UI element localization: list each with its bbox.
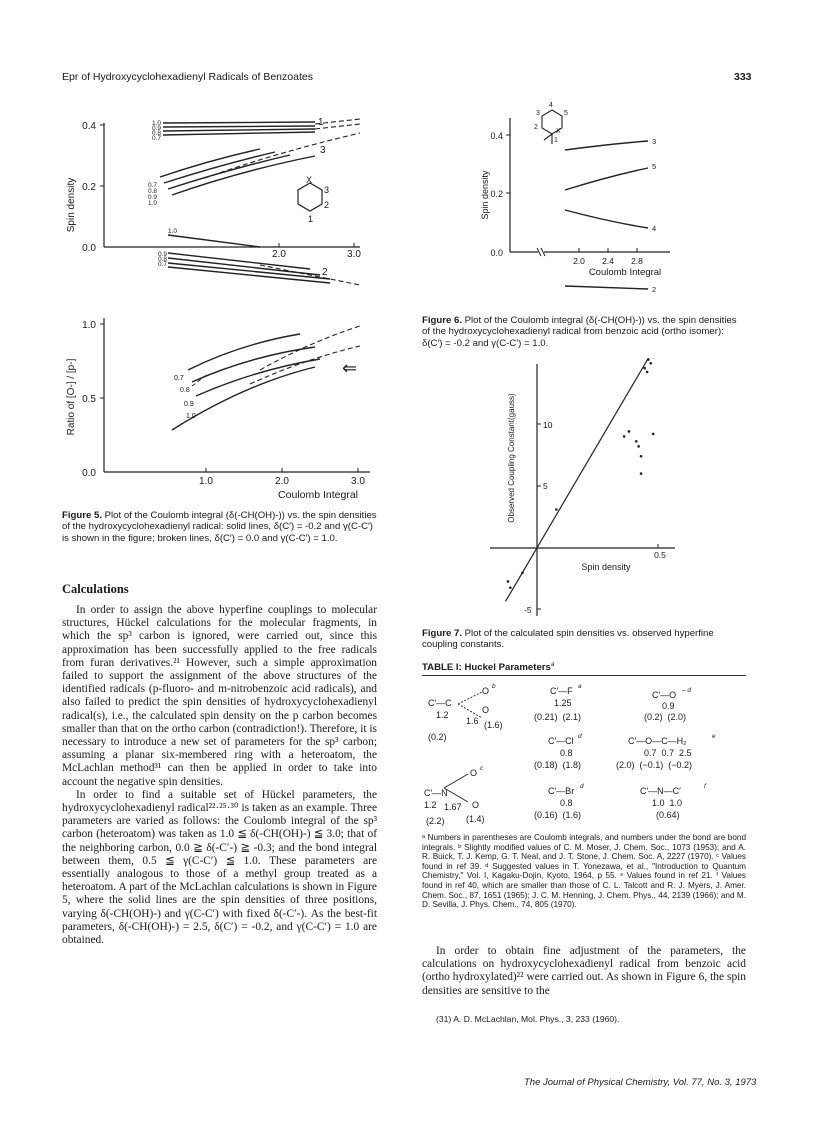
- group2-labels: [148, 182, 157, 207]
- tick-label: -5: [524, 605, 532, 615]
- figure6-plot: [470, 100, 720, 310]
- group3-labels: [158, 228, 177, 268]
- svg-text:1: 1: [308, 214, 314, 224]
- paragraph: In order to find a suitable set of Hückel parameters, the hydroxycyclohexadienyl radical²²·²⁵·³⁰ is taken as an example. Three parameters are varied as follows: the Coulomb integral of the sp³ carbon (heteroatom) was taken as 1.0 ≦ δ(-CH(OH)-) ≦ 3.0; that of the neighboring carbon, 0.0 ≧ δ(-C′-) ≧ -0.3; and the bond integral between them, 0.5 ≦ γ(C-C′) ≦ 1.0. These parameters are essentially analogous to those of a methyl group treated as a heteroatom. A part of the McLachlan calculations is shown in Figure 5, where the solid lines are the spin densities of three positions, varying δ(-CH(OH)-) and γ(C-C′) with fixed δ(-C′-). As the best-fit parameters, δ(-CH(OH)-) = 2.5, δ(C′) = -0.2, and γ(C-C′) = 1.0 are obtained.: [62, 788, 377, 947]
- svg-text:3: 3: [536, 110, 540, 117]
- svg-text:0.8: 0.8: [148, 188, 158, 195]
- data-point: [623, 435, 626, 438]
- y-axis-label: Observed Coupling Constant(gauss): [507, 393, 516, 523]
- curve-group-1: [163, 119, 360, 135]
- data-point: [509, 586, 512, 589]
- svg-text:2: 2: [534, 124, 538, 131]
- figure7-caption: [422, 628, 746, 651]
- svg-text:X: X: [306, 175, 313, 185]
- caption-text: Plot of the Coulomb integral (δ(-CH(OH)-)) vs. the spin densities of the hydroxycyclohexadienyl radical: solid lines, δ(C′) = -0.2 and γ(C-C′) is shown in the figure; broken lines, δ(C′) = 0.0 and γ(C-C′) = 1.0.: [62, 510, 377, 544]
- tick-label: 0.2: [490, 189, 503, 199]
- svg-text:0.8: 0.8: [158, 256, 168, 263]
- data-point: [649, 362, 652, 365]
- svg-text:4: 4: [652, 224, 657, 233]
- caption-label: Figure 7.: [422, 628, 462, 639]
- data-point: [646, 371, 649, 374]
- tick-label: 0.2: [82, 182, 96, 193]
- tick-label: 0.5: [654, 550, 666, 560]
- svg-text:X: X: [556, 128, 561, 135]
- data-point: [643, 367, 646, 370]
- svg-text:0.7: 0.7: [174, 375, 184, 382]
- tick-label: 10: [543, 420, 553, 430]
- svg-text:2: 2: [324, 200, 330, 210]
- tick-label: 2.0: [272, 249, 286, 260]
- page-number: 333: [734, 71, 752, 83]
- caption-label: Figure 6.: [422, 315, 462, 326]
- svg-text:0.9: 0.9: [184, 401, 194, 408]
- x-axis-label: Spin density: [581, 562, 631, 572]
- data-point: [521, 572, 524, 575]
- tick-label: 0.0: [82, 243, 96, 254]
- svg-text:1.0: 1.0: [186, 413, 196, 420]
- svg-text:0.9: 0.9: [152, 125, 162, 132]
- svg-text:1: 1: [554, 137, 558, 144]
- ratio-curves: [172, 326, 360, 430]
- data-point: [647, 358, 650, 361]
- svg-text:0.7: 0.7: [148, 182, 158, 189]
- svg-text:1.0: 1.0: [152, 120, 162, 127]
- x-axis-label: Coulomb Integral: [588, 267, 662, 278]
- tick-label: 2.0: [573, 256, 585, 266]
- tick-label: 0.4: [490, 131, 503, 141]
- tick-label: 0.0: [490, 248, 503, 258]
- svg-text:0.7: 0.7: [158, 261, 168, 268]
- figure5-bottom-plot: [60, 312, 380, 507]
- svg-text:3: 3: [324, 185, 330, 195]
- calculations-body: [62, 604, 377, 947]
- tick-label: 2.4: [602, 256, 614, 266]
- data-point: [652, 433, 655, 436]
- curve-label: 3: [320, 145, 326, 156]
- curve-group-2: [168, 235, 360, 285]
- caption-text: Plot of the Coulomb integral (δ(-CH(OH)-)) vs. the spin densities of the hydroxycyclohexadienyl radical from benzoic acid (ortho isomer): δ(C′) = -0.2 and γ(C-C′) = 1.0.: [422, 315, 737, 349]
- svg-text:1.0: 1.0: [148, 200, 158, 207]
- journal-footer: The Journal of Physical Chemistry, Vol. 77, No. 3, 1973: [524, 1077, 757, 1088]
- data-point: [640, 472, 643, 475]
- figure5-top-plot: [60, 105, 380, 295]
- huckel-parameters-table: C′—C O b O 1.2 1.6 (1.6) (0.2) C′—N O c 1.2 1.67 O (2.2) (1.4) C′—F a 1.25 (0.21) (2.1) C′—Cl d 0.8 (0.18) (1.8) C′—Br d 0.8 (0.16) (1.6) C′—O – d 0.9 (0.2) (2.0) C′—O—C—H₂ e 0.7 0.7 2.5 (2.0) (−0.1) (−0.2) C′—N—C′ f 1.0 1.0 (0.64): [424, 683, 716, 826]
- paragraph: In order to obtain fine adjustment of the parameters, the calculations on hydroxycyclohexadienyl radical from benzoic acid (ortho hydroxylated)²² were carried out. As shown in Figure 6, the spin densities are sensitive to the: [422, 945, 746, 997]
- caption-label: Figure 5.: [62, 510, 102, 521]
- tick-label: 3.0: [347, 249, 361, 260]
- arrow-marker: ⇐: [342, 358, 358, 378]
- tick-label: 5: [543, 481, 548, 491]
- svg-text:5: 5: [652, 162, 657, 171]
- group1-labels: [152, 120, 161, 142]
- curve-group-3: [160, 133, 360, 195]
- data-point: [555, 508, 558, 511]
- table-rule: [422, 675, 746, 676]
- figure5-caption: [62, 510, 377, 544]
- fig6-ring-diagram: [534, 102, 568, 144]
- data-point: [637, 445, 640, 448]
- curve-label: 1: [318, 117, 324, 128]
- figure6-caption: [422, 315, 746, 349]
- svg-text:2: 2: [652, 285, 657, 294]
- svg-text:0.8: 0.8: [152, 130, 162, 137]
- data-point: [635, 440, 638, 443]
- tick-label: 1.0: [199, 476, 213, 487]
- svg-text:0.8: 0.8: [180, 387, 190, 394]
- data-point: [628, 430, 631, 433]
- x-axis-label: Coulomb Integral: [278, 489, 358, 501]
- y-axis-label: Ratio of [O-] / [p-]: [66, 358, 77, 436]
- running-title: Epr of Hydroxycyclohexadienyl Radicals of Benzoates: [62, 71, 313, 83]
- section-heading: Calculations: [62, 582, 129, 596]
- y-axis-label: Spin density: [66, 177, 77, 233]
- table-title: TABLE I: Huckel Parameters$^a$: [422, 661, 555, 674]
- svg-text:4: 4: [549, 102, 553, 109]
- svg-text:5: 5: [564, 110, 568, 117]
- tick-label: 3.0: [351, 476, 365, 487]
- benzene-ring-diagram: [298, 175, 329, 224]
- tick-label: 2.8: [631, 256, 643, 266]
- caption-text: Plot of the calculated spin densities vs. observed hyperfine coupling constants.: [422, 628, 714, 651]
- curve-label: 2: [322, 267, 328, 278]
- svg-text:1.0: 1.0: [168, 228, 178, 235]
- data-point: [640, 455, 643, 458]
- svg-text:0.9: 0.9: [148, 194, 158, 201]
- table-footnote: ᵃ Numbers in parentheses are Coulomb integrals, and numbers under the bond are bond integrals. ᵇ Slightly modified values of C. M. Moser, J. Chem. Soc., 1073 (1953); and A. R. Buick, T. J. Kemp, G. T. Neal, and J. T. Stone, J. Chem. Soc. A, 2227 (1970). ᶜ Values found in ref 39. ᵈ Suggested values in T. Yonezawa, et al., "Introduction to Quantum Chemistry," Vol. I, Kagaku-Dojin, Kyoto, 1964, p 55. ᵉ Values found in ref 21. ᶠ Values found in ref 40, which are smaller than those of C. L. Talcott and R. J. Myers, J. Amer. Chem. Soc., 87, 1651 (1965); J. C. M. Henning, J. Chem. Phys., 44, 2139 (1966); and M. D. Sevilla, J. Phys. Chem., 74, 805 (1970).: [422, 833, 746, 910]
- svg-text:3: 3: [652, 137, 657, 146]
- reference-31: (31) A. D. McLachlan, Mol. Phys., 3, 233 (1960).: [436, 1014, 620, 1024]
- y-axis-label: Spin density: [480, 170, 490, 220]
- data-point: [507, 580, 510, 583]
- tick-label: 0.0: [82, 468, 96, 479]
- figure7-plot: [490, 358, 720, 628]
- svg-text:0.7: 0.7: [152, 135, 162, 142]
- svg-text:0.9: 0.9: [158, 251, 168, 258]
- right-column-body: [422, 945, 746, 998]
- tick-label: 2.0: [275, 476, 289, 487]
- tick-label: 1.0: [82, 320, 96, 331]
- tick-label: 0.4: [82, 121, 96, 132]
- paragraph: In order to assign the above hyperfine couplings to molecular structures, Hückel calculations for the molecular fragments, in which the sp³ carbon is ignored, were carried out, since this approximation has been successfully applied to the free radicals from furan derivatives.²¹ However, such a simple approximation failed to support the assignment of the above structures of the identified radicals (p-fluoro- and m-nitrobenzoic acid radicals), and also failed to predict the spin densities of hydroxycyclohexadienyl radical(s), i.e., the calculated spin density on the p carbon becomes smaller than that on the ortho carbon (contradiction!). Therefore, it is necessary to introduce a new set of parameters for the sp³ carbon; assuming a planar six-membered ring with a heteroatom, the McLachlan method³¹ can then be applied in order to take into account the negative spin densities.: [62, 604, 377, 788]
- tick-label: 0.5: [82, 394, 96, 405]
